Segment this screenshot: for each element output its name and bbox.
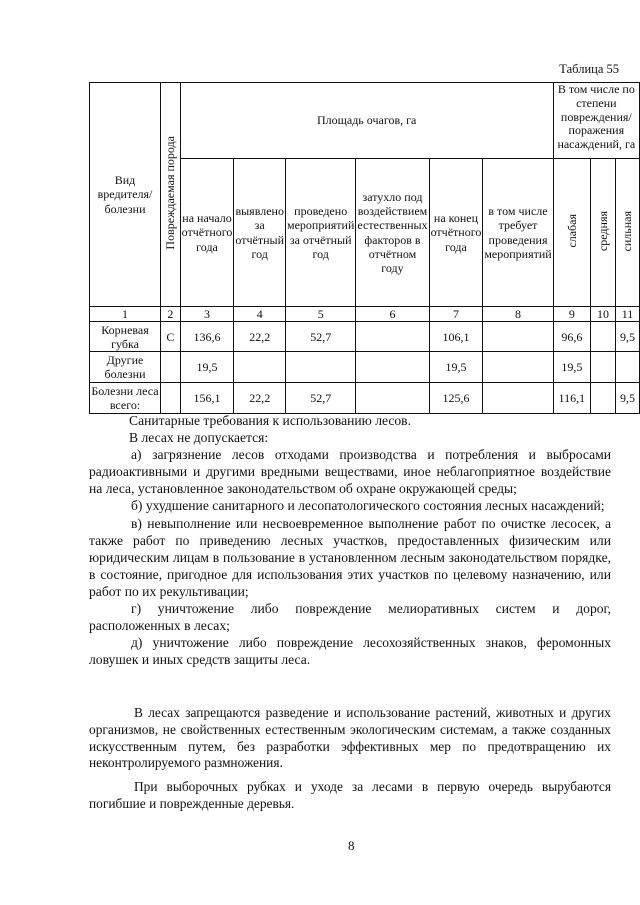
col-number: 4 — [234, 307, 286, 322]
list-item-a: а) загрязнение лесов отходами производства и потребления и выбросами радиоактивными и другими вредными веществами, иное неблагоприятное воздействие на леса, установленное законодательством об охране окружающей среды; — [89, 447, 611, 497]
header-requires: в том числе требует проведения мероприятий — [483, 159, 553, 307]
column-numbers-row — [90, 307, 640, 322]
table-caption: Таблица 55 — [559, 62, 619, 76]
intro-line: В лесах не допускается: — [129, 430, 269, 446]
row-start: 19,5 — [180, 352, 234, 383]
header-strong — [615, 159, 639, 307]
col-number: 7 — [429, 307, 483, 322]
row-natural — [356, 383, 429, 414]
col-number: 3 — [180, 307, 234, 322]
col-number: 6 — [356, 307, 429, 322]
header-strong-label: сильная — [620, 210, 635, 252]
header-measures: проведено мероприятий за отчётный год — [286, 159, 356, 307]
table-row — [90, 383, 640, 414]
paragraph-felling: При выборочных рубках и уходе за лесами в первую очередь вырубаются погибшие и поврежденные деревья. — [89, 779, 611, 811]
header-weak-label: слабая — [564, 214, 579, 248]
paragraph-prohibited: В лесах запрещаются разведение и использование растений, животных и других организмов, не свойственных естественным экологическим системам, а также созданных искусственным путем, без разработки эффективных мер по предотвращению их неконтролируемого размножения. — [89, 705, 611, 771]
row-breed — [161, 383, 181, 414]
header-start: на начало отчётного года — [180, 159, 234, 307]
row-weak: 19,5 — [553, 352, 590, 383]
section-heading: Санитарные требования к использованию лесов. — [129, 413, 412, 428]
row-end: 106,1 — [429, 322, 483, 352]
row-breed — [161, 352, 181, 383]
header-pest-type: Вид вредителя/болезни — [90, 83, 161, 307]
row-start: 136,6 — [180, 322, 234, 352]
header-natural: затухло под воздействием естественных факторов в отчётном году — [356, 159, 429, 307]
table-row — [90, 352, 640, 383]
row-found: 22,2 — [234, 383, 286, 414]
body-text-2 — [89, 705, 611, 813]
row-natural — [356, 352, 429, 383]
header-weak — [553, 159, 590, 307]
col-number: 9 — [553, 307, 590, 322]
row-weak: 96,6 — [553, 322, 590, 352]
list-item-v: в) невыполнение или несвоевременное выполнение работ по очистке лесосек, а также работ по приведению лесных участков, предоставленных физическим или юридическим лицам в пользование в установленном лесным законодательством порядке, в состояние, пригодное для использования этих участков по целевому назначению, или работ по их рекультивации; — [89, 515, 611, 599]
pest-disease-table — [89, 82, 640, 414]
col-number: 10 — [590, 307, 615, 322]
row-measures: 52,7 — [286, 383, 356, 414]
header-end: на конец отчётного года — [429, 159, 483, 307]
header-medium — [590, 159, 615, 307]
row-end: 125,6 — [429, 383, 483, 414]
row-name: Корневая губка — [90, 322, 161, 352]
col-number: 2 — [161, 307, 181, 322]
list-item-d: д) уничтожение либо повреждение лесохозяйственных знаков, феромонных ловушек и иных средств защиты леса. — [89, 635, 611, 668]
row-strong: 9,5 — [615, 322, 639, 352]
table-row — [90, 322, 640, 352]
row-medium — [590, 352, 615, 383]
row-name: Другие болезни — [90, 352, 161, 383]
header-found: выявлено за отчётный год — [234, 159, 286, 307]
row-found — [234, 352, 286, 383]
row-requires — [483, 352, 553, 383]
header-area: Площадь очагов, га — [180, 83, 553, 159]
header-breed-label: Повреждаемая порода — [163, 136, 178, 250]
row-strong — [615, 352, 639, 383]
row-medium — [590, 383, 615, 414]
row-found: 22,2 — [234, 322, 286, 352]
row-measures: 52,7 — [286, 322, 356, 352]
row-strong: 9,5 — [615, 383, 639, 414]
row-measures — [286, 352, 356, 383]
col-number: 11 — [615, 307, 639, 322]
row-start: 156,1 — [180, 383, 234, 414]
list-item-g: г) уничтожение либо повреждение мелиоративных систем и дорог, расположенных в лесах; — [89, 601, 611, 634]
header-medium-label: средняя — [595, 210, 610, 251]
row-breed: С — [161, 322, 181, 352]
row-requires — [483, 383, 553, 414]
row-name: Болезни леса всего: — [91, 384, 159, 413]
col-number: 5 — [286, 307, 356, 322]
header-breed — [161, 83, 181, 307]
row-end: 19,5 — [429, 352, 483, 383]
col-number: 1 — [90, 307, 161, 322]
list-item-b: б) ухудшение санитарного и лесопатологического состояния лесных насаждений; — [131, 498, 605, 514]
row-medium — [590, 322, 615, 352]
row-weak: 116,1 — [553, 383, 590, 414]
header-by-degree: В том числе по степени повреждения/поражения насаждений, га — [553, 83, 639, 159]
row-natural — [356, 322, 429, 352]
col-number: 8 — [483, 307, 553, 322]
page-number: 8 — [348, 838, 355, 853]
row-requires — [483, 322, 553, 352]
body-text — [89, 412, 611, 668]
